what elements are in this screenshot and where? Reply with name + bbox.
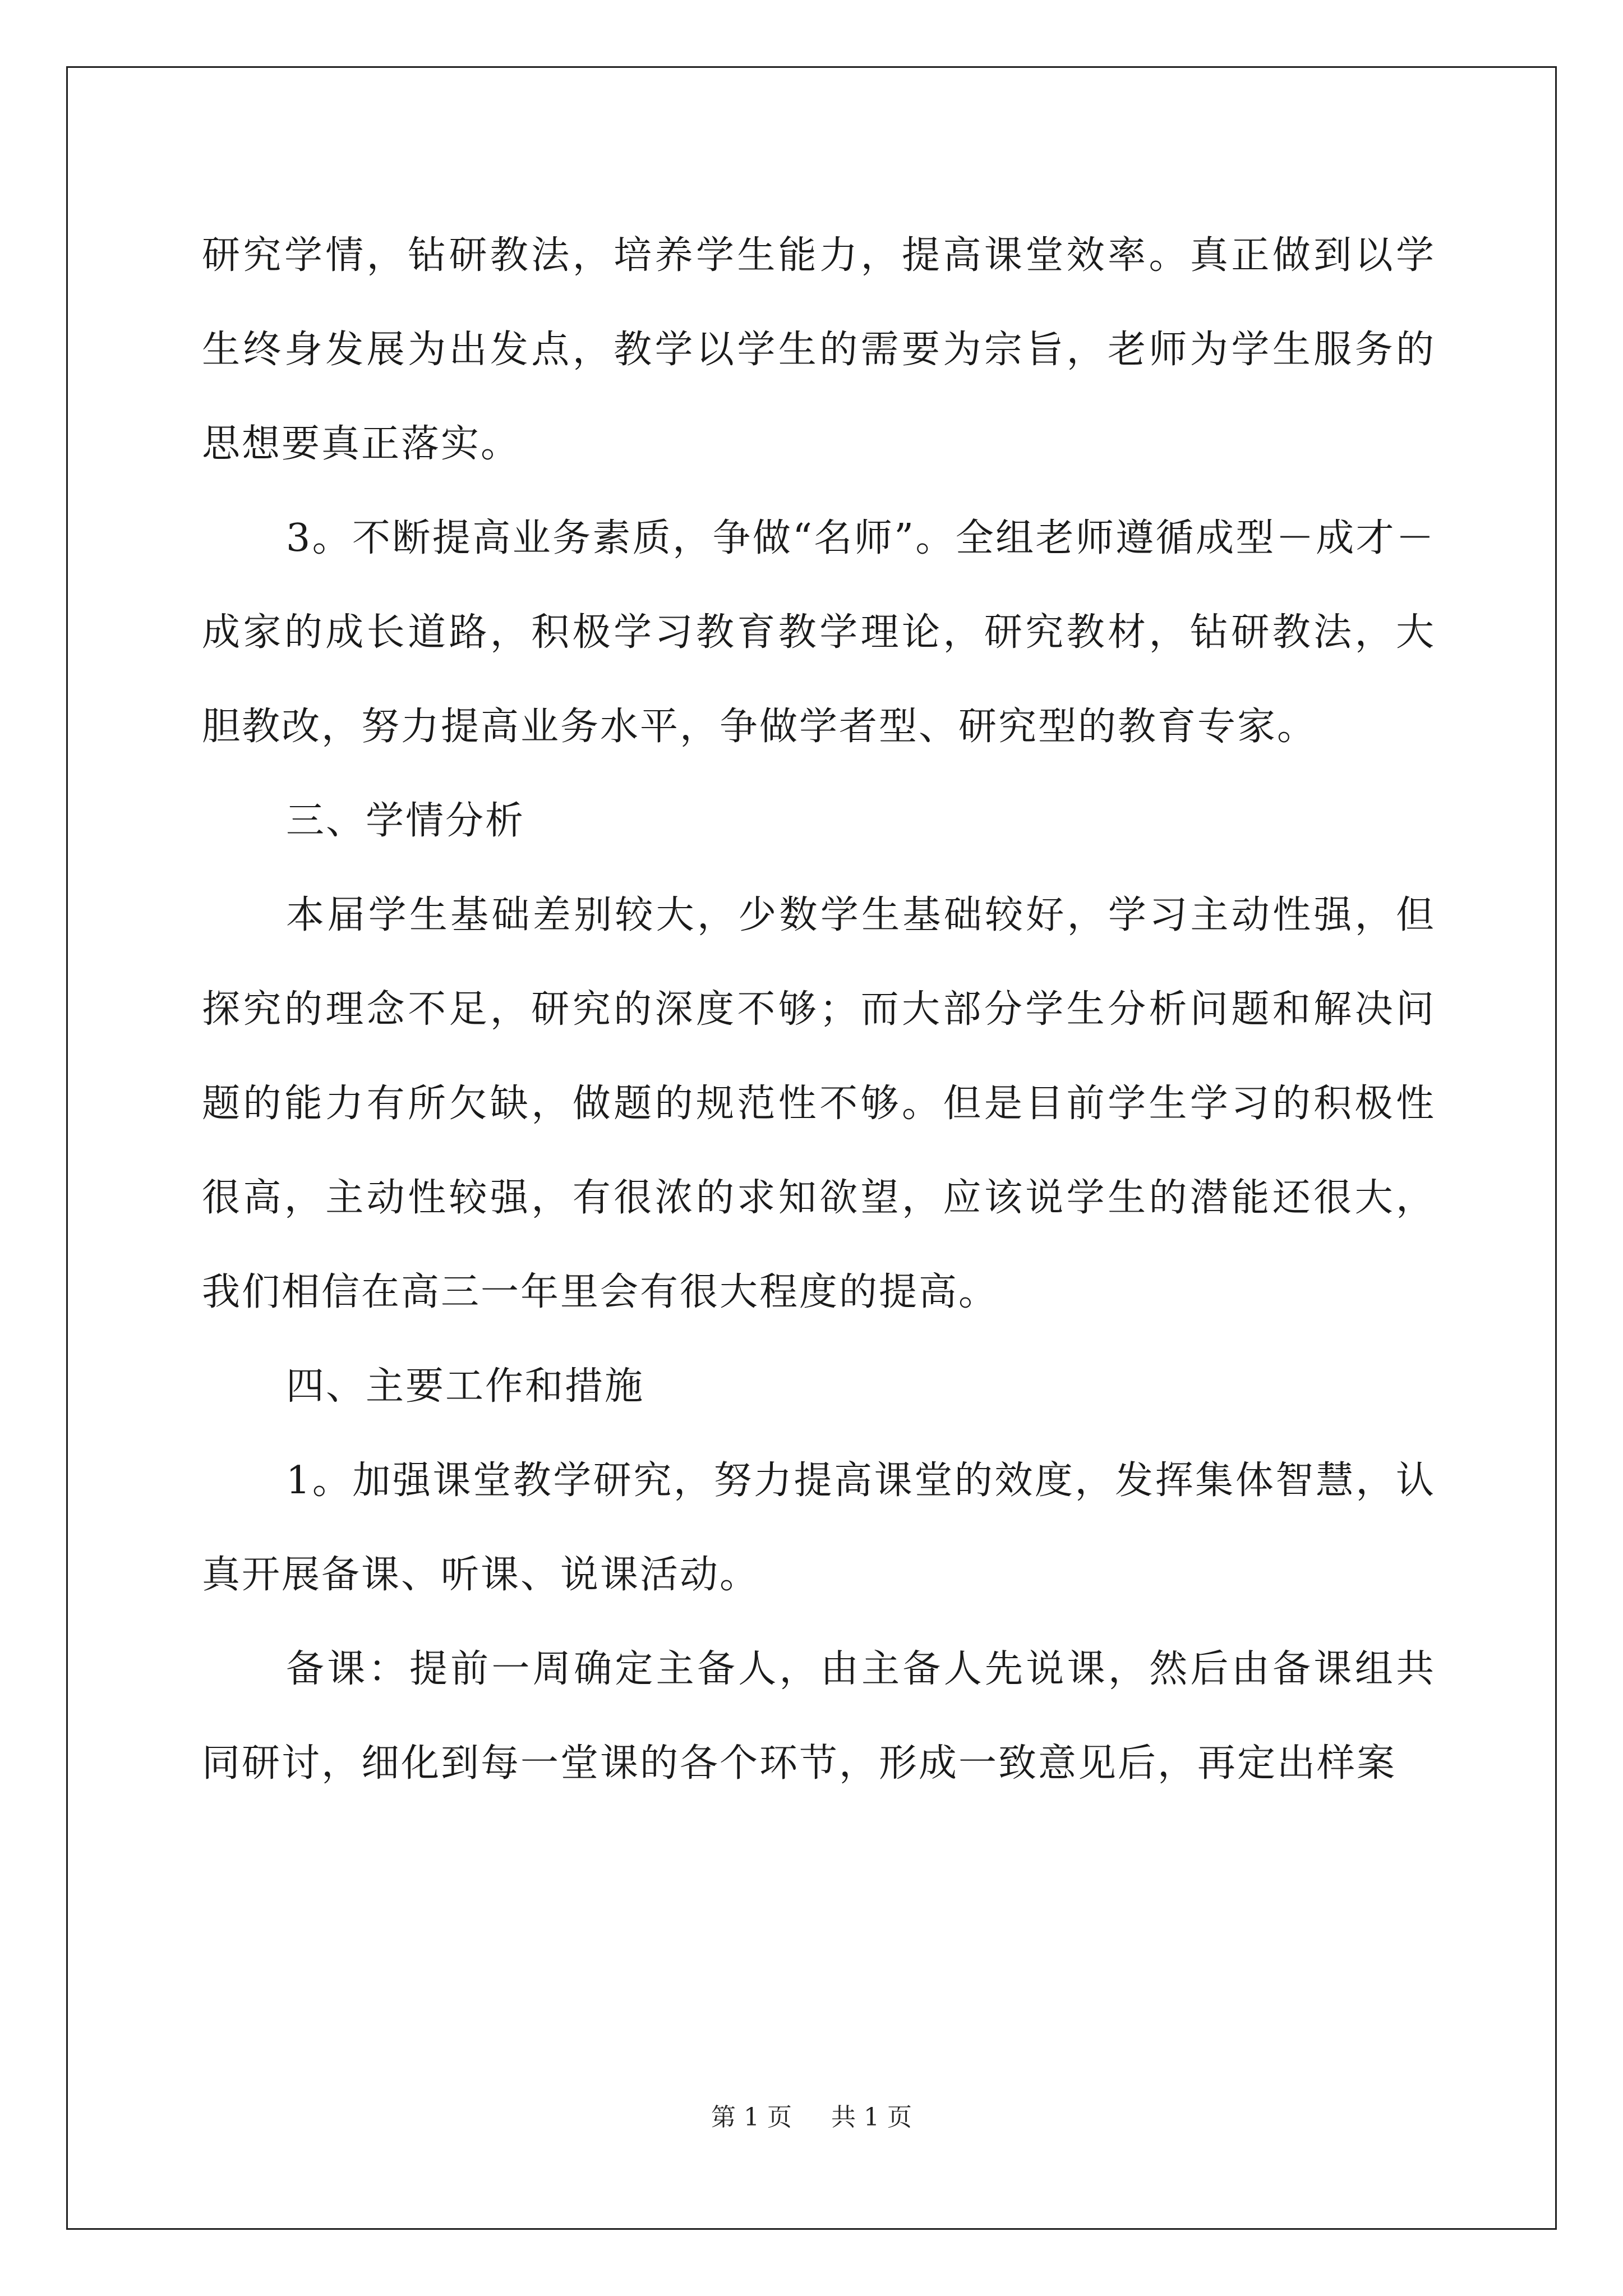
page-number: 第 1 页 bbox=[711, 2103, 792, 2132]
document-body bbox=[202, 209, 1436, 1811]
paragraph: 备课：提前一周确定主备人，由主备人先说课，然后由备课组共同研讨，细化到每一堂课的各个环节，形成一致意见后，再定出样案 bbox=[202, 1647, 1436, 1786]
paragraph: 1。加强课堂教学研究，努力提高课堂的效度，发挥集体智慧，认真开展备课、听课、说课活动。 bbox=[202, 1458, 1436, 1597]
section-heading: 四、主要工作和措施 bbox=[286, 1364, 645, 1409]
paragraph: 本届学生基础差别较大，少数学生基础较好，学习主动性强，但探究的理念不足，研究的深度不够；而大部分学生分析问题和解决问题的能力有所欠缺，做题的规范性不够。但是目前学生学习的积极性很高，主动性较强，有很浓的求知欲望，应该说学生的潜能还很大，我们相信在高三一年里会有很大程度的提高。 bbox=[202, 893, 1436, 1314]
paragraph: 3。不断提高业务素质，争做“名师”。全组老师遵循成型－成才－成家的成长道路，积极学习教育教学理论，研究教材，钻研教法，大胆教改，努力提高业务水平，争做学者型、研究型的教育专家。 bbox=[202, 516, 1436, 749]
page-total: 共 1 页 bbox=[831, 2103, 912, 2132]
page-footer bbox=[0, 2101, 1623, 2134]
section-heading: 三、学情分析 bbox=[286, 799, 525, 843]
paragraph: 研究学情，钻研教法，培养学生能力，提高课堂效率。真正做到以学生终身发展为出发点，教学以学生的需要为宗旨，老师为学生服务的思想要真正落实。 bbox=[202, 233, 1436, 466]
